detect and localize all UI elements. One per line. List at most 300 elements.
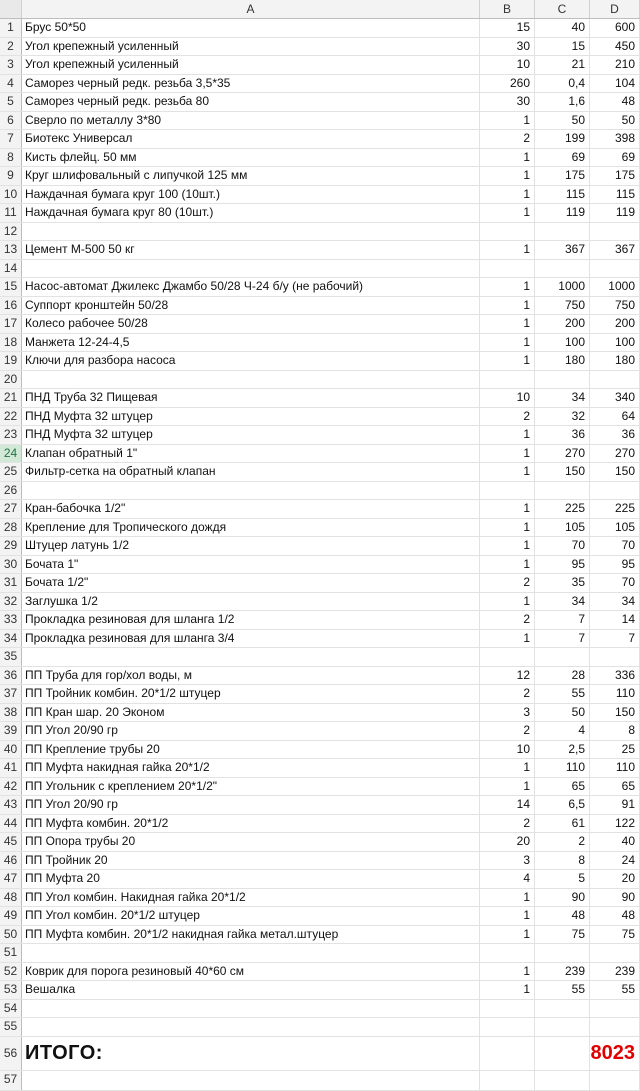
row-header[interactable]: 40 [0, 741, 22, 759]
cell-a[interactable]: ПП Угол комбин. Накидная гайка 20*1/2 [22, 889, 480, 907]
cell-b[interactable]: 1 [480, 519, 535, 537]
row-header[interactable]: 21 [0, 389, 22, 407]
cell-b[interactable]: 1 [480, 963, 535, 981]
cell-b[interactable]: 3 [480, 852, 535, 870]
cell-d[interactable]: 25 [590, 741, 640, 759]
cell-d[interactable]: 24 [590, 852, 640, 870]
cell-c[interactable]: 367 [535, 241, 590, 259]
cell-c[interactable]: 180 [535, 352, 590, 370]
row-header[interactable]: 5 [0, 93, 22, 111]
cell-d[interactable] [590, 1000, 640, 1018]
row-header[interactable]: 24 [0, 445, 22, 463]
cell-b[interactable]: 1 [480, 556, 535, 574]
table-row [0, 408, 640, 427]
cell-a[interactable] [22, 944, 480, 962]
cell-b[interactable]: 1 [480, 204, 535, 222]
cell-b[interactable] [480, 371, 535, 389]
row-header[interactable]: 47 [0, 870, 22, 888]
cell-d[interactable]: 110 [590, 759, 640, 777]
row-header[interactable]: 15 [0, 278, 22, 296]
row-header[interactable]: 27 [0, 500, 22, 518]
cell-b[interactable] [480, 260, 535, 278]
row-header[interactable]: 16 [0, 297, 22, 315]
cell-a[interactable]: Кран-бабочка 1/2" [22, 500, 480, 518]
cell-d[interactable]: 75 [590, 926, 640, 944]
cell-c[interactable] [535, 1018, 590, 1036]
cell-c[interactable]: 50 [535, 112, 590, 130]
cell-c[interactable]: 225 [535, 500, 590, 518]
table-row [0, 815, 640, 834]
cell-a[interactable]: ПП Тройник комбин. 20*1/2 штуцер [22, 685, 480, 703]
cell-a[interactable]: ПП Опора трубы 20 [22, 833, 480, 851]
row-header[interactable]: 1 [0, 19, 22, 37]
cell-b[interactable]: 1 [480, 926, 535, 944]
cell-c[interactable]: 8 [535, 852, 590, 870]
cell-b[interactable]: 1 [480, 241, 535, 259]
row-header[interactable]: 43 [0, 796, 22, 814]
cell-a[interactable]: ПП Муфта накидная гайка 20*1/2 [22, 759, 480, 777]
cell-a[interactable]: Колесо рабочее 50/28 [22, 315, 480, 333]
row-header[interactable]: 11 [0, 204, 22, 222]
cell-c[interactable]: 34 [535, 389, 590, 407]
cell-d[interactable]: 750 [590, 297, 640, 315]
cell-a[interactable] [22, 371, 480, 389]
cell-d[interactable]: 150 [590, 463, 640, 481]
cell-c[interactable]: 1000 [535, 278, 590, 296]
row-header[interactable]: 56 [0, 1037, 22, 1070]
total-label[interactable]: ИТОГО: [22, 1037, 480, 1070]
cell-c[interactable]: 4 [535, 722, 590, 740]
cell-c[interactable]: 35 [535, 574, 590, 592]
cell-b[interactable] [480, 482, 535, 500]
cell-a[interactable]: Сверло по металлу 3*80 [22, 112, 480, 130]
cell-b[interactable]: 1 [480, 334, 535, 352]
cell-d[interactable]: 36 [590, 426, 640, 444]
cell-d[interactable]: 100 [590, 334, 640, 352]
cell-a[interactable]: ПП Муфта комбин. 20*1/2 [22, 815, 480, 833]
cell-b[interactable]: 2 [480, 611, 535, 629]
cell-a[interactable]: Угол крепежный усиленный [22, 56, 480, 74]
cell-d[interactable]: 122 [590, 815, 640, 833]
cell-c[interactable]: 1,6 [535, 93, 590, 111]
cell-c[interactable]: 270 [535, 445, 590, 463]
row-header[interactable]: 29 [0, 537, 22, 555]
row-header[interactable]: 19 [0, 352, 22, 370]
cell-d[interactable]: 398 [590, 130, 640, 148]
cell-d[interactable] [590, 1071, 640, 1090]
row-header[interactable]: 55 [0, 1018, 22, 1036]
cell-a[interactable] [22, 1071, 480, 1090]
cell-b[interactable]: 1 [480, 889, 535, 907]
cell-d[interactable]: 48 [590, 93, 640, 111]
cell-b[interactable]: 2 [480, 685, 535, 703]
cell-a[interactable]: ПП Угол 20/90 гр [22, 796, 480, 814]
cell-a[interactable]: Клапан обратный 1" [22, 445, 480, 463]
cell-a[interactable]: Манжета 12-24-4,5 [22, 334, 480, 352]
cell-a[interactable]: Кисть флейц. 50 мм [22, 149, 480, 167]
cell-a[interactable]: Цемент М-500 50 кг [22, 241, 480, 259]
cell-c[interactable]: 105 [535, 519, 590, 537]
cell-d[interactable]: 180 [590, 352, 640, 370]
cell-a[interactable]: Биотекс Универсал [22, 130, 480, 148]
cell-b[interactable]: 30 [480, 38, 535, 56]
cell-a[interactable]: Заглушка 1/2 [22, 593, 480, 611]
cell-c[interactable]: 69 [535, 149, 590, 167]
table-row [0, 75, 640, 94]
cell-a[interactable]: Штуцер латунь 1/2 [22, 537, 480, 555]
cell-c[interactable]: 750 [535, 297, 590, 315]
cell-b[interactable] [480, 944, 535, 962]
row-header[interactable]: 35 [0, 648, 22, 666]
cell-c[interactable]: 34 [535, 593, 590, 611]
row-header[interactable]: 39 [0, 722, 22, 740]
cell-d[interactable] [590, 482, 640, 500]
table-row [0, 315, 640, 334]
cell-c[interactable]: 61 [535, 815, 590, 833]
cell-d[interactable] [590, 1018, 640, 1036]
table-row [0, 1000, 640, 1019]
cell-b[interactable]: 12 [480, 667, 535, 685]
cell-b[interactable]: 1 [480, 352, 535, 370]
cell-d[interactable]: 104 [590, 75, 640, 93]
table-row [0, 463, 640, 482]
row-header[interactable]: 57 [0, 1071, 22, 1090]
cell-c[interactable]: 2 [535, 833, 590, 851]
cell-c[interactable]: 15 [535, 38, 590, 56]
cell-b[interactable]: 10 [480, 56, 535, 74]
cell-c[interactable]: 100 [535, 334, 590, 352]
cell-b[interactable]: 2 [480, 722, 535, 740]
cell-b[interactable]: 1 [480, 778, 535, 796]
cell-b[interactable]: 4 [480, 870, 535, 888]
cell-d[interactable]: 20 [590, 870, 640, 888]
row-header[interactable]: 2 [0, 38, 22, 56]
cell-a[interactable]: Крепление для Тропического дождя [22, 519, 480, 537]
cell-b[interactable]: 1 [480, 445, 535, 463]
cell-a[interactable]: ПП Труба для гор/хол воды, м [22, 667, 480, 685]
cell-a[interactable]: Бочата 1/2" [22, 574, 480, 592]
cell-d[interactable]: 119 [590, 204, 640, 222]
cell-c[interactable]: 50 [535, 704, 590, 722]
cell-d[interactable]: 14 [590, 611, 640, 629]
row-header[interactable]: 9 [0, 167, 22, 185]
table-row [0, 833, 640, 852]
cell-c[interactable] [535, 648, 590, 666]
cell-b[interactable]: 14 [480, 796, 535, 814]
row-header[interactable]: 53 [0, 981, 22, 999]
row-header[interactable]: 18 [0, 334, 22, 352]
cell-a[interactable]: Насос-автомат Джилекс Джамбо 50/28 Ч-24 б/у (не рабочий) [22, 278, 480, 296]
cell-d[interactable] [590, 648, 640, 666]
cell-a[interactable]: ПП Муфта комбин. 20*1/2 накидная гайка метал.штуцер [22, 926, 480, 944]
cell-c[interactable]: 28 [535, 667, 590, 685]
cell-c[interactable] [535, 371, 590, 389]
row-header[interactable]: 52 [0, 963, 22, 981]
cell-a[interactable]: Прокладка резиновая для шланга 3/4 [22, 630, 480, 648]
cell-b[interactable] [480, 223, 535, 241]
cell-d[interactable]: 340 [590, 389, 640, 407]
cell-a[interactable]: Вешалка [22, 981, 480, 999]
cell-b[interactable]: 1 [480, 426, 535, 444]
cell-b[interactable]: 1 [480, 981, 535, 999]
cell-c[interactable]: 36 [535, 426, 590, 444]
cell-a[interactable]: ПНД Муфта 32 штуцер [22, 408, 480, 426]
cell-c[interactable] [535, 482, 590, 500]
cell-d[interactable]: 64 [590, 408, 640, 426]
cell-c[interactable]: 175 [535, 167, 590, 185]
cell-d[interactable]: 55 [590, 981, 640, 999]
cell-c[interactable]: 200 [535, 315, 590, 333]
row-header[interactable]: 4 [0, 75, 22, 93]
cell-a[interactable] [22, 260, 480, 278]
cell-a[interactable]: Брус 50*50 [22, 19, 480, 37]
cell-b[interactable] [480, 1018, 535, 1036]
select-all-corner[interactable] [0, 0, 22, 18]
cell-d[interactable]: 336 [590, 667, 640, 685]
cell-c[interactable] [535, 1000, 590, 1018]
cell-c[interactable]: 199 [535, 130, 590, 148]
cell-b[interactable] [480, 1037, 535, 1070]
row-header[interactable]: 31 [0, 574, 22, 592]
cell-c[interactable]: 0,4 [535, 75, 590, 93]
cell-c[interactable]: 6,5 [535, 796, 590, 814]
cell-d[interactable]: 239 [590, 963, 640, 981]
row-header[interactable]: 20 [0, 371, 22, 389]
cell-c[interactable]: 2,5 [535, 741, 590, 759]
cell-b[interactable] [480, 1071, 535, 1090]
column-header-b[interactable]: B [480, 0, 535, 18]
row-header[interactable]: 32 [0, 593, 22, 611]
cell-a[interactable]: ПП Угол комбин. 20*1/2 штуцер [22, 907, 480, 925]
cell-c[interactable]: 40 [535, 19, 590, 37]
row-header[interactable]: 10 [0, 186, 22, 204]
cell-a[interactable]: ПП Крепление трубы 20 [22, 741, 480, 759]
row-header[interactable]: 22 [0, 408, 22, 426]
row-header[interactable]: 23 [0, 426, 22, 444]
cell-c[interactable]: 90 [535, 889, 590, 907]
cell-a[interactable]: ПП Тройник 20 [22, 852, 480, 870]
cell-b[interactable]: 1 [480, 537, 535, 555]
row-header[interactable]: 7 [0, 130, 22, 148]
cell-b[interactable]: 1 [480, 112, 535, 130]
cell-c[interactable]: 55 [535, 981, 590, 999]
cell-a[interactable]: Коврик для порога резиновый 40*60 см [22, 963, 480, 981]
cell-c[interactable]: 32 [535, 408, 590, 426]
cell-c[interactable]: 7 [535, 611, 590, 629]
row-header[interactable]: 44 [0, 815, 22, 833]
cell-b[interactable]: 1 [480, 297, 535, 315]
cell-d[interactable]: 210 [590, 56, 640, 74]
cell-a[interactable]: Прокладка резиновая для шланга 1/2 [22, 611, 480, 629]
row-header[interactable]: 14 [0, 260, 22, 278]
row-header[interactable]: 12 [0, 223, 22, 241]
cell-d[interactable]: 91 [590, 796, 640, 814]
cell-d[interactable]: 115 [590, 186, 640, 204]
cell-c[interactable]: 119 [535, 204, 590, 222]
cell-c[interactable]: 21 [535, 56, 590, 74]
cell-c[interactable] [535, 223, 590, 241]
row-header[interactable]: 51 [0, 944, 22, 962]
cell-b[interactable]: 1 [480, 463, 535, 481]
cell-c[interactable] [535, 260, 590, 278]
row-header[interactable]: 54 [0, 1000, 22, 1018]
cell-b[interactable]: 2 [480, 130, 535, 148]
cell-d[interactable]: 50 [590, 112, 640, 130]
cell-b[interactable]: 260 [480, 75, 535, 93]
row-header[interactable]: 48 [0, 889, 22, 907]
cell-a[interactable]: Бочата 1" [22, 556, 480, 574]
cell-b[interactable]: 2 [480, 408, 535, 426]
cell-b[interactable]: 2 [480, 574, 535, 592]
cell-d[interactable]: 70 [590, 574, 640, 592]
cell-a[interactable]: ПП Кран шар. 20 Эконом [22, 704, 480, 722]
cell-c[interactable]: 5 [535, 870, 590, 888]
cell-a[interactable]: ПП Муфта 20 [22, 870, 480, 888]
row-header[interactable]: 3 [0, 56, 22, 74]
cell-b[interactable]: 1 [480, 759, 535, 777]
cell-d[interactable]: 34 [590, 593, 640, 611]
row-header[interactable]: 42 [0, 778, 22, 796]
cell-a[interactable]: Саморез черный редк. резьба 3,5*35 [22, 75, 480, 93]
cell-d[interactable]: 7 [590, 630, 640, 648]
row-header[interactable]: 26 [0, 482, 22, 500]
cell-a[interactable]: Фильтр-сетка на обратный клапан [22, 463, 480, 481]
row-header[interactable]: 28 [0, 519, 22, 537]
cell-b[interactable]: 15 [480, 19, 535, 37]
cell-a[interactable]: Саморез черный редк. резьба 80 [22, 93, 480, 111]
cell-d[interactable]: 90 [590, 889, 640, 907]
column-header-c[interactable]: C [535, 0, 590, 18]
cell-d[interactable]: 175 [590, 167, 640, 185]
row-header[interactable]: 50 [0, 926, 22, 944]
row-header[interactable]: 13 [0, 241, 22, 259]
cell-d[interactable]: 69 [590, 149, 640, 167]
row-header[interactable]: 45 [0, 833, 22, 851]
table-row [0, 56, 640, 75]
row-header[interactable]: 34 [0, 630, 22, 648]
table-row [0, 482, 640, 501]
cell-d[interactable]: 95 [590, 556, 640, 574]
cell-b[interactable]: 20 [480, 833, 535, 851]
row-header[interactable]: 49 [0, 907, 22, 925]
cell-d[interactable]: 40 [590, 833, 640, 851]
cell-b[interactable]: 1 [480, 149, 535, 167]
cell-d[interactable] [590, 944, 640, 962]
cell-b[interactable]: 1 [480, 630, 535, 648]
row-header[interactable]: 37 [0, 685, 22, 703]
row-header[interactable]: 6 [0, 112, 22, 130]
row-header[interactable]: 33 [0, 611, 22, 629]
cell-a[interactable]: ПП Угольник с креплением 20*1/2" [22, 778, 480, 796]
cell-c[interactable]: 150 [535, 463, 590, 481]
cell-d[interactable]: 8 [590, 722, 640, 740]
cell-c[interactable]: 239 [535, 963, 590, 981]
cell-a[interactable]: Круг шлифовальный с липучкой 125 мм [22, 167, 480, 185]
cell-c[interactable]: 55 [535, 685, 590, 703]
cell-b[interactable]: 1 [480, 500, 535, 518]
cell-a[interactable]: Наждачная бумага круг 80 (10шт.) [22, 204, 480, 222]
cell-a[interactable]: ПП Угол 20/90 гр [22, 722, 480, 740]
cell-a[interactable]: Ключи для разбора насоса [22, 352, 480, 370]
cell-d[interactable]: 225 [590, 500, 640, 518]
cell-c[interactable]: 65 [535, 778, 590, 796]
cell-c[interactable]: 70 [535, 537, 590, 555]
cell-d[interactable]: 200 [590, 315, 640, 333]
cell-d[interactable]: 600 [590, 19, 640, 37]
cell-d[interactable]: 150 [590, 704, 640, 722]
cell-b[interactable] [480, 1000, 535, 1018]
cell-c[interactable] [535, 1037, 590, 1070]
cell-b[interactable]: 10 [480, 389, 535, 407]
cell-d[interactable]: 1000 [590, 278, 640, 296]
cell-c[interactable]: 110 [535, 759, 590, 777]
row-header[interactable]: 46 [0, 852, 22, 870]
cell-b[interactable]: 1 [480, 186, 535, 204]
cell-b[interactable]: 2 [480, 815, 535, 833]
cell-d[interactable] [590, 371, 640, 389]
cell-a[interactable]: Суппорт кронштейн 50/28 [22, 297, 480, 315]
cell-c[interactable]: 48 [535, 907, 590, 925]
cell-b[interactable]: 1 [480, 278, 535, 296]
cell-a[interactable] [22, 1018, 480, 1036]
cell-c[interactable]: 115 [535, 186, 590, 204]
column-header-a[interactable]: A [22, 0, 480, 18]
row-header[interactable]: 38 [0, 704, 22, 722]
cell-b[interactable]: 1 [480, 167, 535, 185]
cell-b[interactable]: 1 [480, 907, 535, 925]
cell-d[interactable] [590, 223, 640, 241]
cell-c[interactable]: 7 [535, 630, 590, 648]
table-row [0, 260, 640, 279]
row-header[interactable]: 25 [0, 463, 22, 481]
cell-d[interactable]: 105 [590, 519, 640, 537]
cell-b[interactable] [480, 648, 535, 666]
column-header-d[interactable]: D [590, 0, 640, 18]
cell-d[interactable] [590, 260, 640, 278]
row-header[interactable]: 8 [0, 149, 22, 167]
cell-a[interactable] [22, 482, 480, 500]
cell-d[interactable]: 65 [590, 778, 640, 796]
total-value[interactable]: 8023 [590, 1037, 640, 1070]
cell-d[interactable]: 367 [590, 241, 640, 259]
cell-a[interactable]: ПНД Труба 32 Пищевая [22, 389, 480, 407]
cell-c[interactable] [535, 944, 590, 962]
cell-a[interactable]: Наждачная бумага круг 100 (10шт.) [22, 186, 480, 204]
cell-b[interactable]: 30 [480, 93, 535, 111]
cell-d[interactable]: 450 [590, 38, 640, 56]
cell-b[interactable]: 10 [480, 741, 535, 759]
cell-a[interactable] [22, 1000, 480, 1018]
cell-a[interactable] [22, 648, 480, 666]
cell-d[interactable]: 70 [590, 537, 640, 555]
cell-d[interactable]: 48 [590, 907, 640, 925]
row-header[interactable]: 36 [0, 667, 22, 685]
cell-d[interactable]: 110 [590, 685, 640, 703]
cell-a[interactable]: Угол крепежный усиленный [22, 38, 480, 56]
cell-b[interactable]: 3 [480, 704, 535, 722]
cell-a[interactable] [22, 223, 480, 241]
cell-c[interactable] [535, 1071, 590, 1090]
row-header[interactable]: 41 [0, 759, 22, 777]
row-header[interactable]: 30 [0, 556, 22, 574]
cell-c[interactable]: 75 [535, 926, 590, 944]
cell-b[interactable]: 1 [480, 593, 535, 611]
row-header[interactable]: 17 [0, 315, 22, 333]
cell-d[interactable]: 270 [590, 445, 640, 463]
cell-b[interactable]: 1 [480, 315, 535, 333]
cell-c[interactable]: 95 [535, 556, 590, 574]
cell-a[interactable]: ПНД Муфта 32 штуцер [22, 426, 480, 444]
